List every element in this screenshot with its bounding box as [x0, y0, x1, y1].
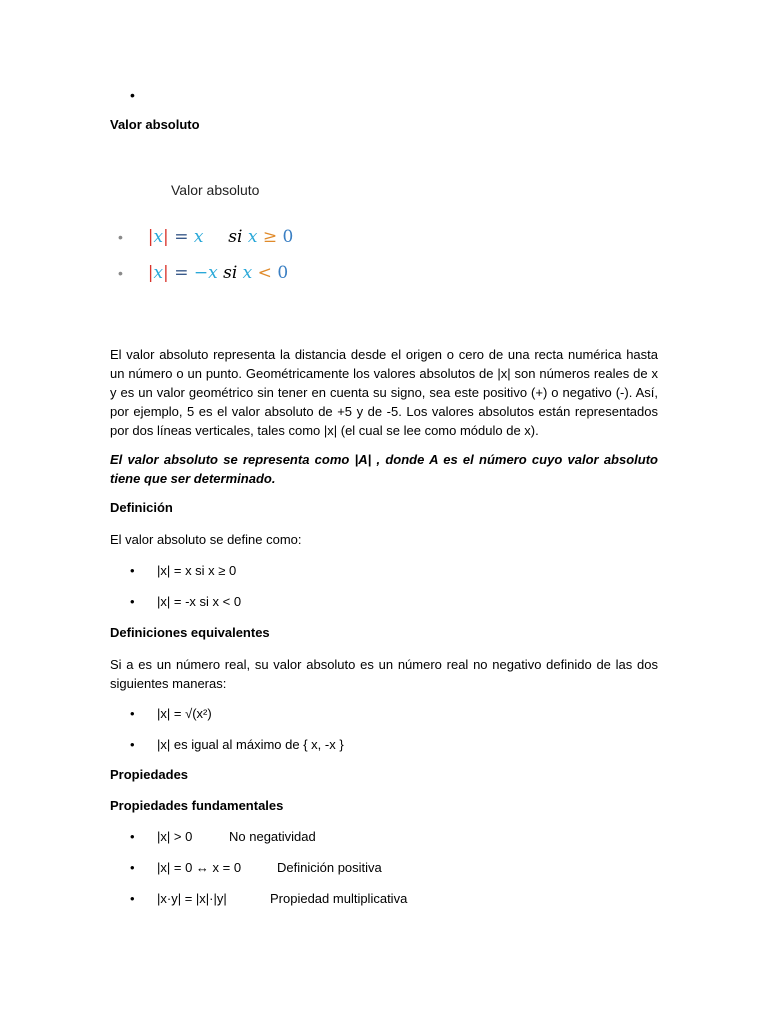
math-si: si — [228, 227, 243, 247]
math-bullet: • — [118, 265, 123, 281]
list-item — [130, 858, 382, 878]
math-relation: ≥ — [262, 227, 278, 247]
property-name: No negatividad — [229, 829, 316, 844]
abs-bar-open: | — [147, 227, 154, 247]
math-row-1 — [118, 226, 338, 248]
math-equals: = — [174, 227, 189, 247]
math-row-2 — [118, 262, 338, 284]
list-item — [130, 889, 407, 909]
math-number: 0 — [282, 227, 294, 247]
equivalentes-heading: Definiciones equivalentes — [110, 625, 270, 640]
property-name: Propiedad multiplicativa — [270, 891, 408, 906]
abs-bar-close: | — [163, 227, 169, 247]
list-item-text: |x| = x si x ≥ 0 — [157, 563, 237, 578]
list-item — [130, 561, 236, 581]
math-relation: < — [257, 263, 272, 283]
math-rhs-var: x — [208, 263, 218, 283]
abs-bar-close: | — [163, 263, 169, 283]
math-equals: = — [174, 263, 189, 283]
list-bullet: • — [130, 706, 135, 721]
math-number: 0 — [277, 263, 289, 283]
list-bullet: • — [130, 860, 135, 875]
intro-paragraph: El valor absoluto representa la distancia desde el origen o cero de una recta numérica hasta un número o un punto. Geométricamente los valores absolutos de |x| son números reales de x y es un valor geométrico sin tener en cuenta su signo, sea este positivo (+) o negativo (-). Así, por ejemplo, 5 es el valor absoluto de +5 y de -5. Los valores absolutos están representados por dos líneas verticales, tales como |x| (el cual se lee como módulo de x). — [110, 347, 658, 438]
equivalentes-lead: Si a es un número real, su valor absoluto es un número real no negativo definido de las dos siguientes maneras: — [110, 657, 658, 691]
list-item — [130, 592, 241, 612]
property-name: Definición positiva — [277, 860, 382, 875]
top-bullet: • — [130, 87, 135, 103]
list-item-text: |x| = √(x²) — [157, 706, 212, 721]
list-item — [130, 827, 316, 847]
math-var: x — [153, 263, 164, 283]
math-cond-var: x — [247, 227, 258, 247]
list-item — [130, 704, 212, 724]
list-item-text: |x| = -x si x < 0 — [157, 594, 242, 609]
math-var: x — [153, 227, 164, 247]
figure-caption: Valor absoluto — [171, 182, 260, 198]
list-bullet: • — [130, 891, 135, 906]
list-item — [130, 735, 344, 755]
math-bullet: • — [118, 229, 123, 245]
list-item-text: |x| es igual al máximo de { x, -x } — [157, 737, 344, 752]
definicion-heading: Definición — [110, 500, 173, 515]
property-formula: |x| > 0 — [157, 829, 193, 844]
propiedades-subheading: Propiedades fundamentales — [110, 798, 284, 813]
list-bullet: • — [130, 563, 135, 578]
definicion-lead: El valor absoluto se define como: — [110, 532, 302, 547]
list-bullet: • — [130, 829, 135, 844]
abs-bar-open: | — [147, 263, 154, 283]
property-formula: |x·y| = |x|·|y| — [157, 891, 227, 906]
math-si: si — [223, 263, 238, 283]
math-cond-var: x — [242, 263, 253, 283]
list-bullet: • — [130, 594, 135, 609]
property-formula: |x| = 0 ↔ x = 0 — [157, 860, 242, 875]
notation-paragraph: El valor absoluto se representa como |A| , donde A es el número cuyo valor absoluto tiene que ser determinado. — [110, 452, 658, 486]
list-bullet: • — [130, 737, 135, 752]
propiedades-heading: Propiedades — [110, 767, 189, 782]
math-rhs-sign: − — [193, 263, 209, 283]
page-heading: Valor absoluto — [110, 117, 200, 132]
math-rhs-var: x — [193, 227, 204, 247]
